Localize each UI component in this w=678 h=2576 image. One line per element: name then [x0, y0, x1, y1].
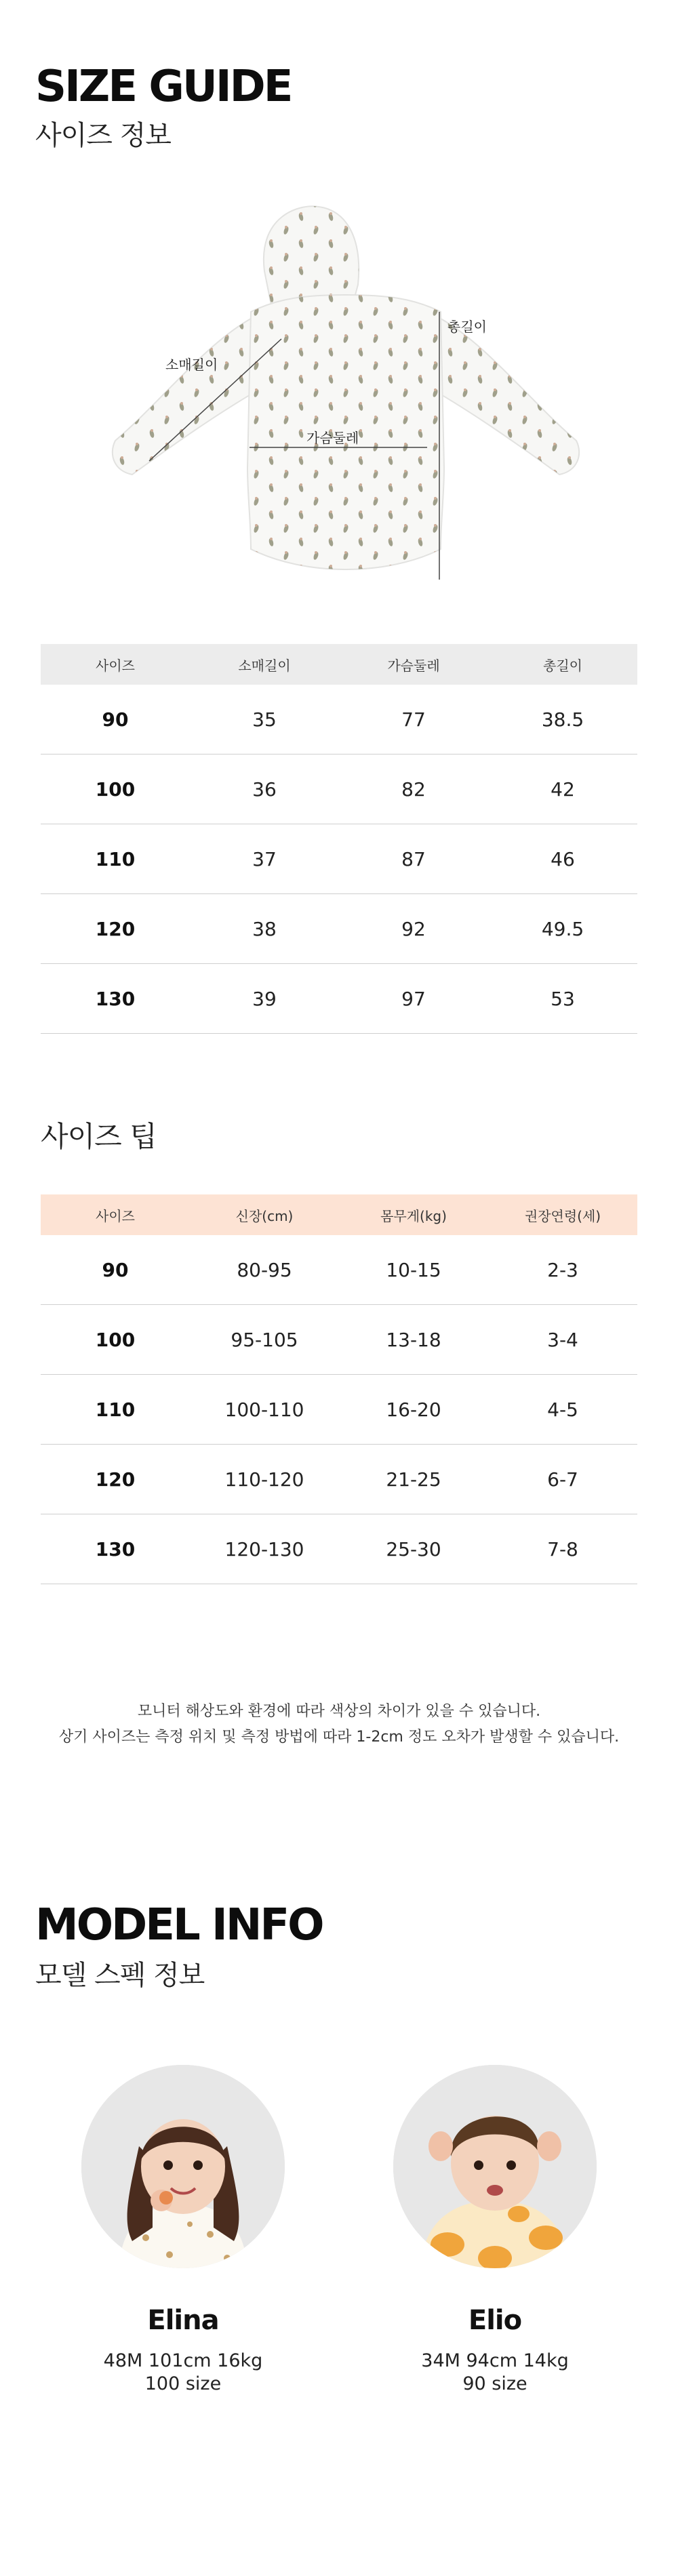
cell-chest: 92 [339, 894, 488, 964]
header-size: 사이즈 [96, 657, 135, 674]
header-sleeve: 소매길이 [238, 657, 291, 674]
cell-sleeve: 37 [190, 824, 339, 894]
cell-height: 110-120 [190, 1445, 339, 1514]
table-row [41, 685, 637, 754]
cell-size: 120 [41, 894, 190, 964]
cell-size: 110 [41, 1375, 190, 1445]
model-name-elina: Elina [147, 2305, 219, 2336]
model-size: 100 size [144, 2373, 222, 2394]
cell-weight: 13-18 [339, 1305, 488, 1375]
cell-length: 46 [488, 824, 637, 894]
cell-age: 6-7 [488, 1445, 637, 1514]
header-chest: 가슴둘레 [387, 657, 440, 674]
header-weight: 몸무게(kg) [380, 1207, 447, 1224]
table-row [41, 1375, 637, 1445]
model-name-elio: Elio [468, 2305, 522, 2336]
cell-sleeve: 36 [190, 754, 339, 824]
cell-size: 130 [41, 1514, 190, 1584]
cell-weight: 16-20 [339, 1375, 488, 1445]
table-header-row [41, 644, 637, 685]
cell-chest: 87 [339, 824, 488, 894]
cell-weight: 10-15 [339, 1235, 488, 1305]
cell-size: 90 [41, 685, 190, 754]
cell-size: 120 [41, 1445, 190, 1514]
table-row [41, 894, 637, 964]
cell-height: 95-105 [190, 1305, 339, 1375]
header-age: 권장연령(세) [524, 1207, 601, 1224]
cell-age: 4-5 [488, 1375, 637, 1445]
cell-size: 130 [41, 964, 190, 1034]
header-size: 사이즈 [96, 1207, 135, 1224]
cell-weight: 25-30 [339, 1514, 488, 1584]
cell-length: 49.5 [488, 894, 637, 964]
disclaimer-notes [0, 1699, 678, 1750]
cell-age: 7-8 [488, 1514, 637, 1584]
table-row [41, 1305, 637, 1375]
table-row [41, 1235, 637, 1305]
model-measurements: 48M 101cm 16kg [103, 2350, 263, 2371]
model-photo-elio [393, 2065, 597, 2268]
header-length: 총길이 [543, 657, 582, 674]
garment-illustration [102, 197, 590, 590]
cell-chest: 97 [339, 964, 488, 1034]
chest-width-label: 가슴둘레 [306, 430, 359, 446]
cell-size: 90 [41, 1235, 190, 1305]
model-photo-elina [81, 2065, 285, 2268]
note-line: 모니터 해상도와 환경에 따라 색상의 차이가 있을 수 있습니다. [137, 1703, 541, 1720]
size-tip-table [41, 1194, 637, 1584]
cell-length: 38.5 [488, 685, 637, 754]
cell-height: 120-130 [190, 1514, 339, 1584]
cell-height: 80-95 [190, 1235, 339, 1305]
table-row [41, 1514, 637, 1584]
table-row [41, 1445, 637, 1514]
model-size: 90 size [462, 2373, 527, 2394]
cell-sleeve: 38 [190, 894, 339, 964]
table-row [41, 754, 637, 824]
sleeve-length-label: 소매길이 [165, 357, 218, 373]
cell-age: 2-3 [488, 1235, 637, 1305]
size-guide-table [41, 644, 637, 1034]
cell-weight: 21-25 [339, 1445, 488, 1514]
header-height: 신장(cm) [235, 1207, 294, 1224]
model-spec-elina [81, 2350, 285, 2396]
size-guide-subtitle: 사이즈 정보 [35, 120, 171, 151]
cell-age: 3-4 [488, 1305, 637, 1375]
cell-size: 100 [41, 754, 190, 824]
cell-chest: 77 [339, 685, 488, 754]
model-spec-elio [393, 2350, 597, 2396]
table-header-row [41, 1194, 637, 1235]
table-row [41, 824, 637, 894]
cell-length: 53 [488, 964, 637, 1034]
model-measurements: 34M 94cm 14kg [421, 2350, 569, 2371]
cell-chest: 82 [339, 754, 488, 824]
cell-length: 42 [488, 754, 637, 824]
cell-size: 100 [41, 1305, 190, 1375]
model-info-title: MODEL INFO [35, 1900, 323, 1950]
total-length-label: 총길이 [447, 319, 487, 335]
cell-sleeve: 35 [190, 685, 339, 754]
note-line: 상기 사이즈는 측정 위치 및 측정 방법에 따라 1-2cm 정도 오차가 발생할 수 있습니다. [58, 1729, 620, 1746]
size-guide-title: SIZE GUIDE [35, 62, 292, 112]
cell-height: 100-110 [190, 1375, 339, 1445]
model-info-subtitle: 모델 스펙 정보 [35, 1960, 205, 1991]
table-row [41, 964, 637, 1034]
size-tip-title: 사이즈 팁 [41, 1120, 157, 1153]
cell-sleeve: 39 [190, 964, 339, 1034]
cell-size: 110 [41, 824, 190, 894]
